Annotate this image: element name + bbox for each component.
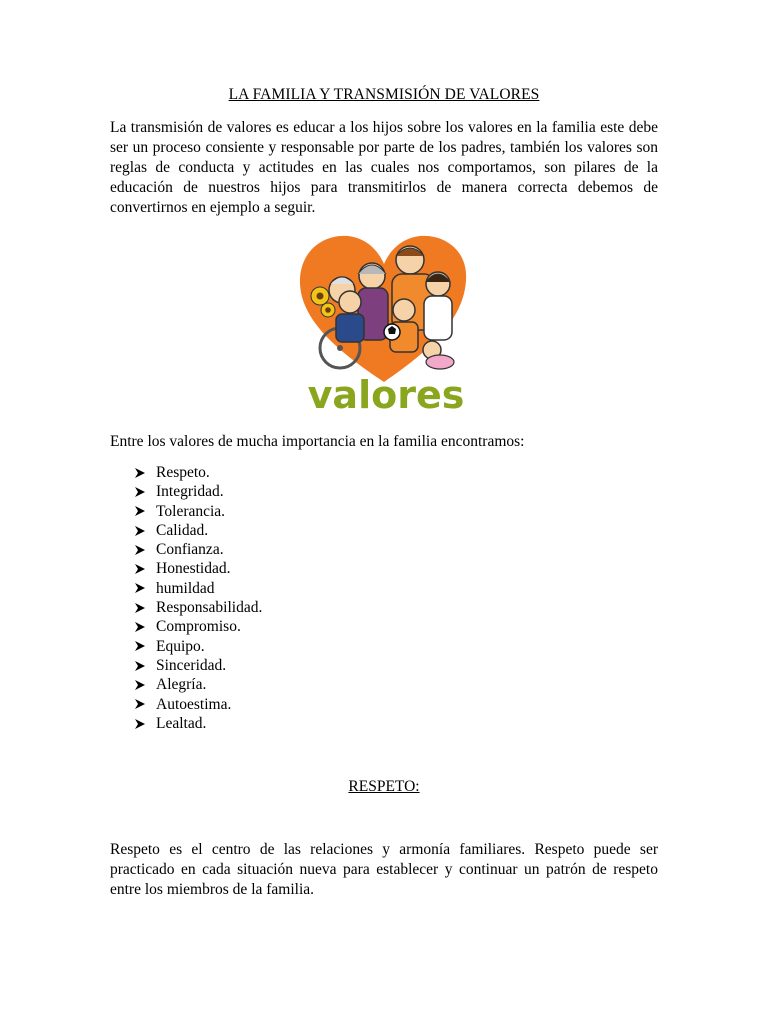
- list-item: humildad: [134, 579, 262, 598]
- arrow-bullet-icon: [134, 718, 146, 730]
- list-item: Autoestima.: [134, 695, 262, 714]
- child-head: [393, 299, 415, 321]
- list-item: Sinceridad.: [134, 656, 262, 675]
- arrow-bullet-icon: [134, 486, 146, 498]
- intro-paragraph: La transmisión de valores es educar a los hijos sobre los valores en la familia este debe ser un proceso consiente y responsable por parte de los padres, también los valores son reglas de conducta y actitudes en las cuales nos comportamos, son pilares de la educación de nuestros hijos para transmitirlos de manera correcta debemos de convertirnos en ejemplo a seguir.: [110, 119, 658, 216]
- section-title: RESPETO:: [348, 778, 420, 795]
- boy-head: [339, 291, 361, 313]
- list-item: Honestidad.: [134, 559, 262, 578]
- arrow-bullet-icon: [134, 660, 146, 672]
- arrow-bullet-icon: [134, 679, 146, 691]
- list-item: Compromiso.: [134, 617, 262, 636]
- list-item: Tolerancia.: [134, 502, 262, 521]
- arrow-bullet-icon: [134, 582, 146, 594]
- list-item: Respeto.: [134, 463, 262, 482]
- list-item: Confianza.: [134, 540, 262, 559]
- list-item: Alegría.: [134, 675, 262, 694]
- arrow-bullet-icon: [134, 544, 146, 556]
- family-values-illustration: [296, 232, 472, 416]
- list-item: Equipo.: [134, 637, 262, 656]
- document-title: LA FAMILIA Y TRANSMISIÓN DE VALORES: [228, 86, 540, 103]
- arrow-bullet-icon: [134, 467, 146, 479]
- arrow-bullet-icon: [134, 602, 146, 614]
- values-intro: Entre los valores de mucha importancia en la familia encontramos:: [110, 433, 525, 450]
- arrow-bullet-icon: [134, 621, 146, 633]
- list-item: Responsabilidad.: [134, 598, 262, 617]
- list-item: Integridad.: [134, 482, 262, 501]
- list-item: Calidad.: [134, 521, 262, 540]
- image-caption: valores: [307, 373, 465, 416]
- list-item: Lealtad.: [134, 714, 262, 733]
- arrow-bullet-icon: [134, 640, 146, 652]
- arrow-bullet-icon: [134, 525, 146, 537]
- respeto-paragraph: Respeto es el centro de las relaciones y armonía familiares. Respeto puede ser practicado en cada situación nueva para establecer y continuar un patrón de respeto entre los miembros de la familia.: [110, 841, 658, 898]
- arrow-bullet-icon: [134, 698, 146, 710]
- values-list: [134, 463, 262, 733]
- arrow-bullet-icon: [134, 563, 146, 575]
- arrow-bullet-icon: [134, 505, 146, 517]
